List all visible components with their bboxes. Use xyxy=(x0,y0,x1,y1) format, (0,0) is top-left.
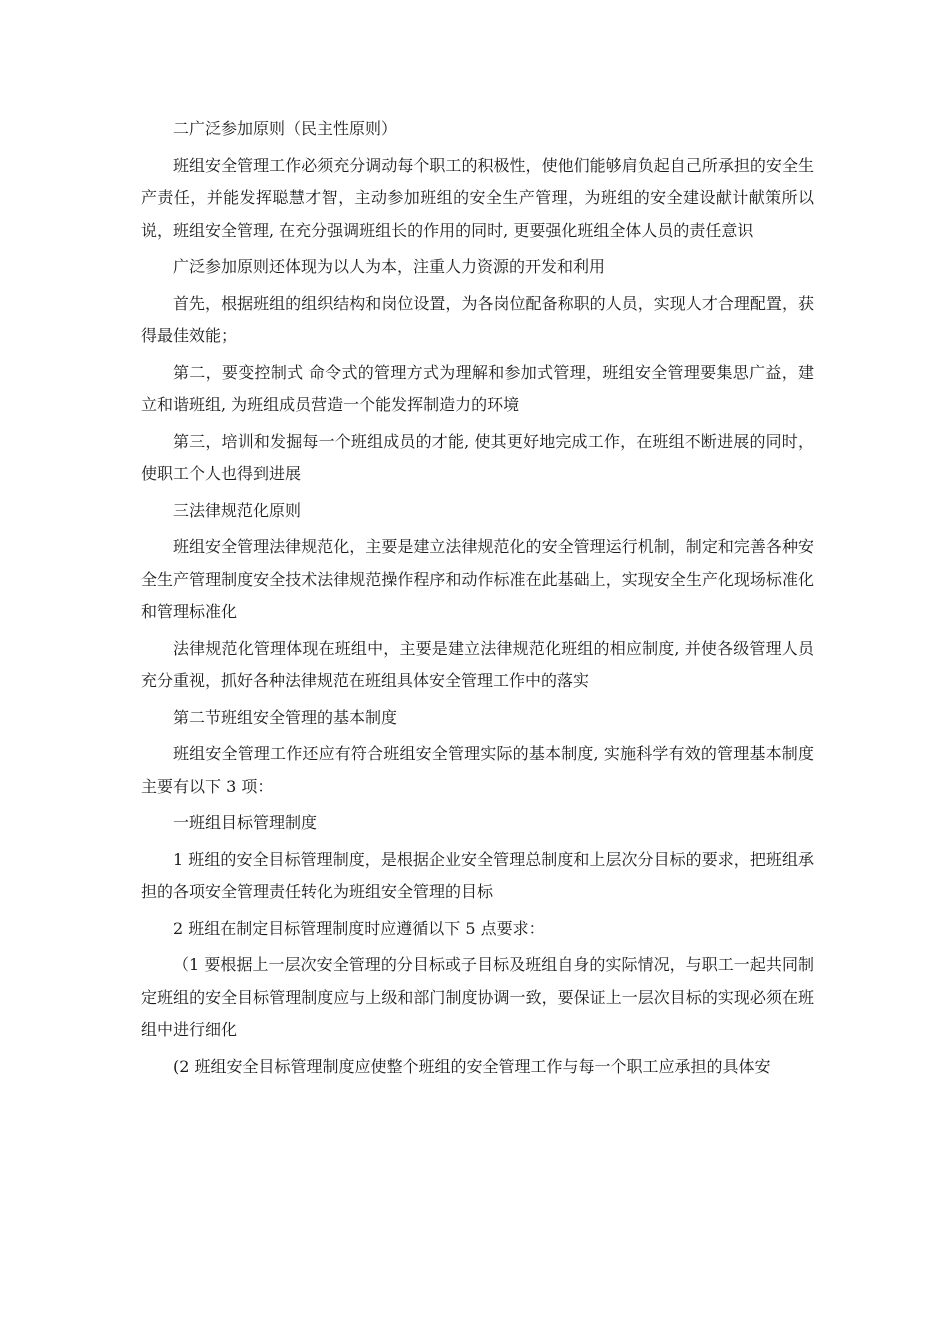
section-heading: 二广泛参加原则（民主性原则） xyxy=(173,119,398,138)
paragraph: 2 班组在制定目标管理制度时应遵循以下 5 点要求： xyxy=(173,918,545,938)
section-heading: 三法律规范化原则 xyxy=(173,500,302,520)
paragraph: 班组安全管理工作还应有符合班组安全管理实际的基本制度, 实施科学有效的管理基本制度主要有以下 3 项： xyxy=(141,744,814,796)
paragraph: 广泛参加原则还体现为以人为本，注重人力资源的开发和利用 xyxy=(173,257,606,276)
section-heading: 第二节班组安全管理的基本制度 xyxy=(173,707,398,727)
section-heading: 一班组目标管理制度 xyxy=(173,813,318,832)
paragraph: 第三，培训和发掘每一个班组成员的才能, 使其更好地完成工作，在班组不断进展的同时，使职工个人也得到进展 xyxy=(141,431,814,483)
paragraph: 1 班组的安全目标管理制度，是根据企业安全管理总制度和上层次分目标的要求，把班组承担的各项安全管理责任转化为班组安全管理的目标 xyxy=(141,849,814,901)
paragraph: 班组安全管理法律规范化，主要是建立法律规范化的安全管理运行机制，制定和完善各种安全生产管理制度安全技术法律规范操作程序和动作标准在此基础上，实现安全生产化现场标准化和管理标准化 xyxy=(141,537,814,621)
paragraph: 法律规范化管理体现在班组中，主要是建立法律规范化班组的相应制度, 并使各级管理人员充分重视，抓好各种法律规范在班组具体安全管理工作中的落实 xyxy=(141,638,814,690)
paragraph: (2 班组安全目标管理制度应使整个班组的安全管理工作与每一个职工应承担的具体安 xyxy=(173,1056,771,1076)
paragraph: 第二，要变控制式 命令式的管理方式为理解和参加式管理，班组安全管理要集思广益，建立和谐班组, 为班组成员营造一个能发挥制造力的环境 xyxy=(141,362,814,414)
document-body xyxy=(141,113,814,1087)
paragraph: 首先，根据班组的组织结构和岗位设置，为各岗位配备称职的人员，实现人才合理配置，获得最佳效能； xyxy=(141,293,814,345)
paragraph: 班组安全管理工作必须充分调动每个职工的积极性，使他们能够肩负起自己所承担的安全生产责任，并能发挥聪慧才智，主动参加班组的安全生产管理，为班组的安全建设献计献策所以说，班组安全管理, 在充分强调班组长的作用的同时, 更要强化班组全体人员的责任意识 xyxy=(141,155,814,240)
paragraph: （1 要根据上一层次安全管理的分目标或子目标及班组自身的实际情况，与职工一起共同制定班组的安全目标管理制度应与上级和部门制度协调一致，要保证上一层次目标的实现必须在班组中进行细化 xyxy=(141,955,814,1039)
